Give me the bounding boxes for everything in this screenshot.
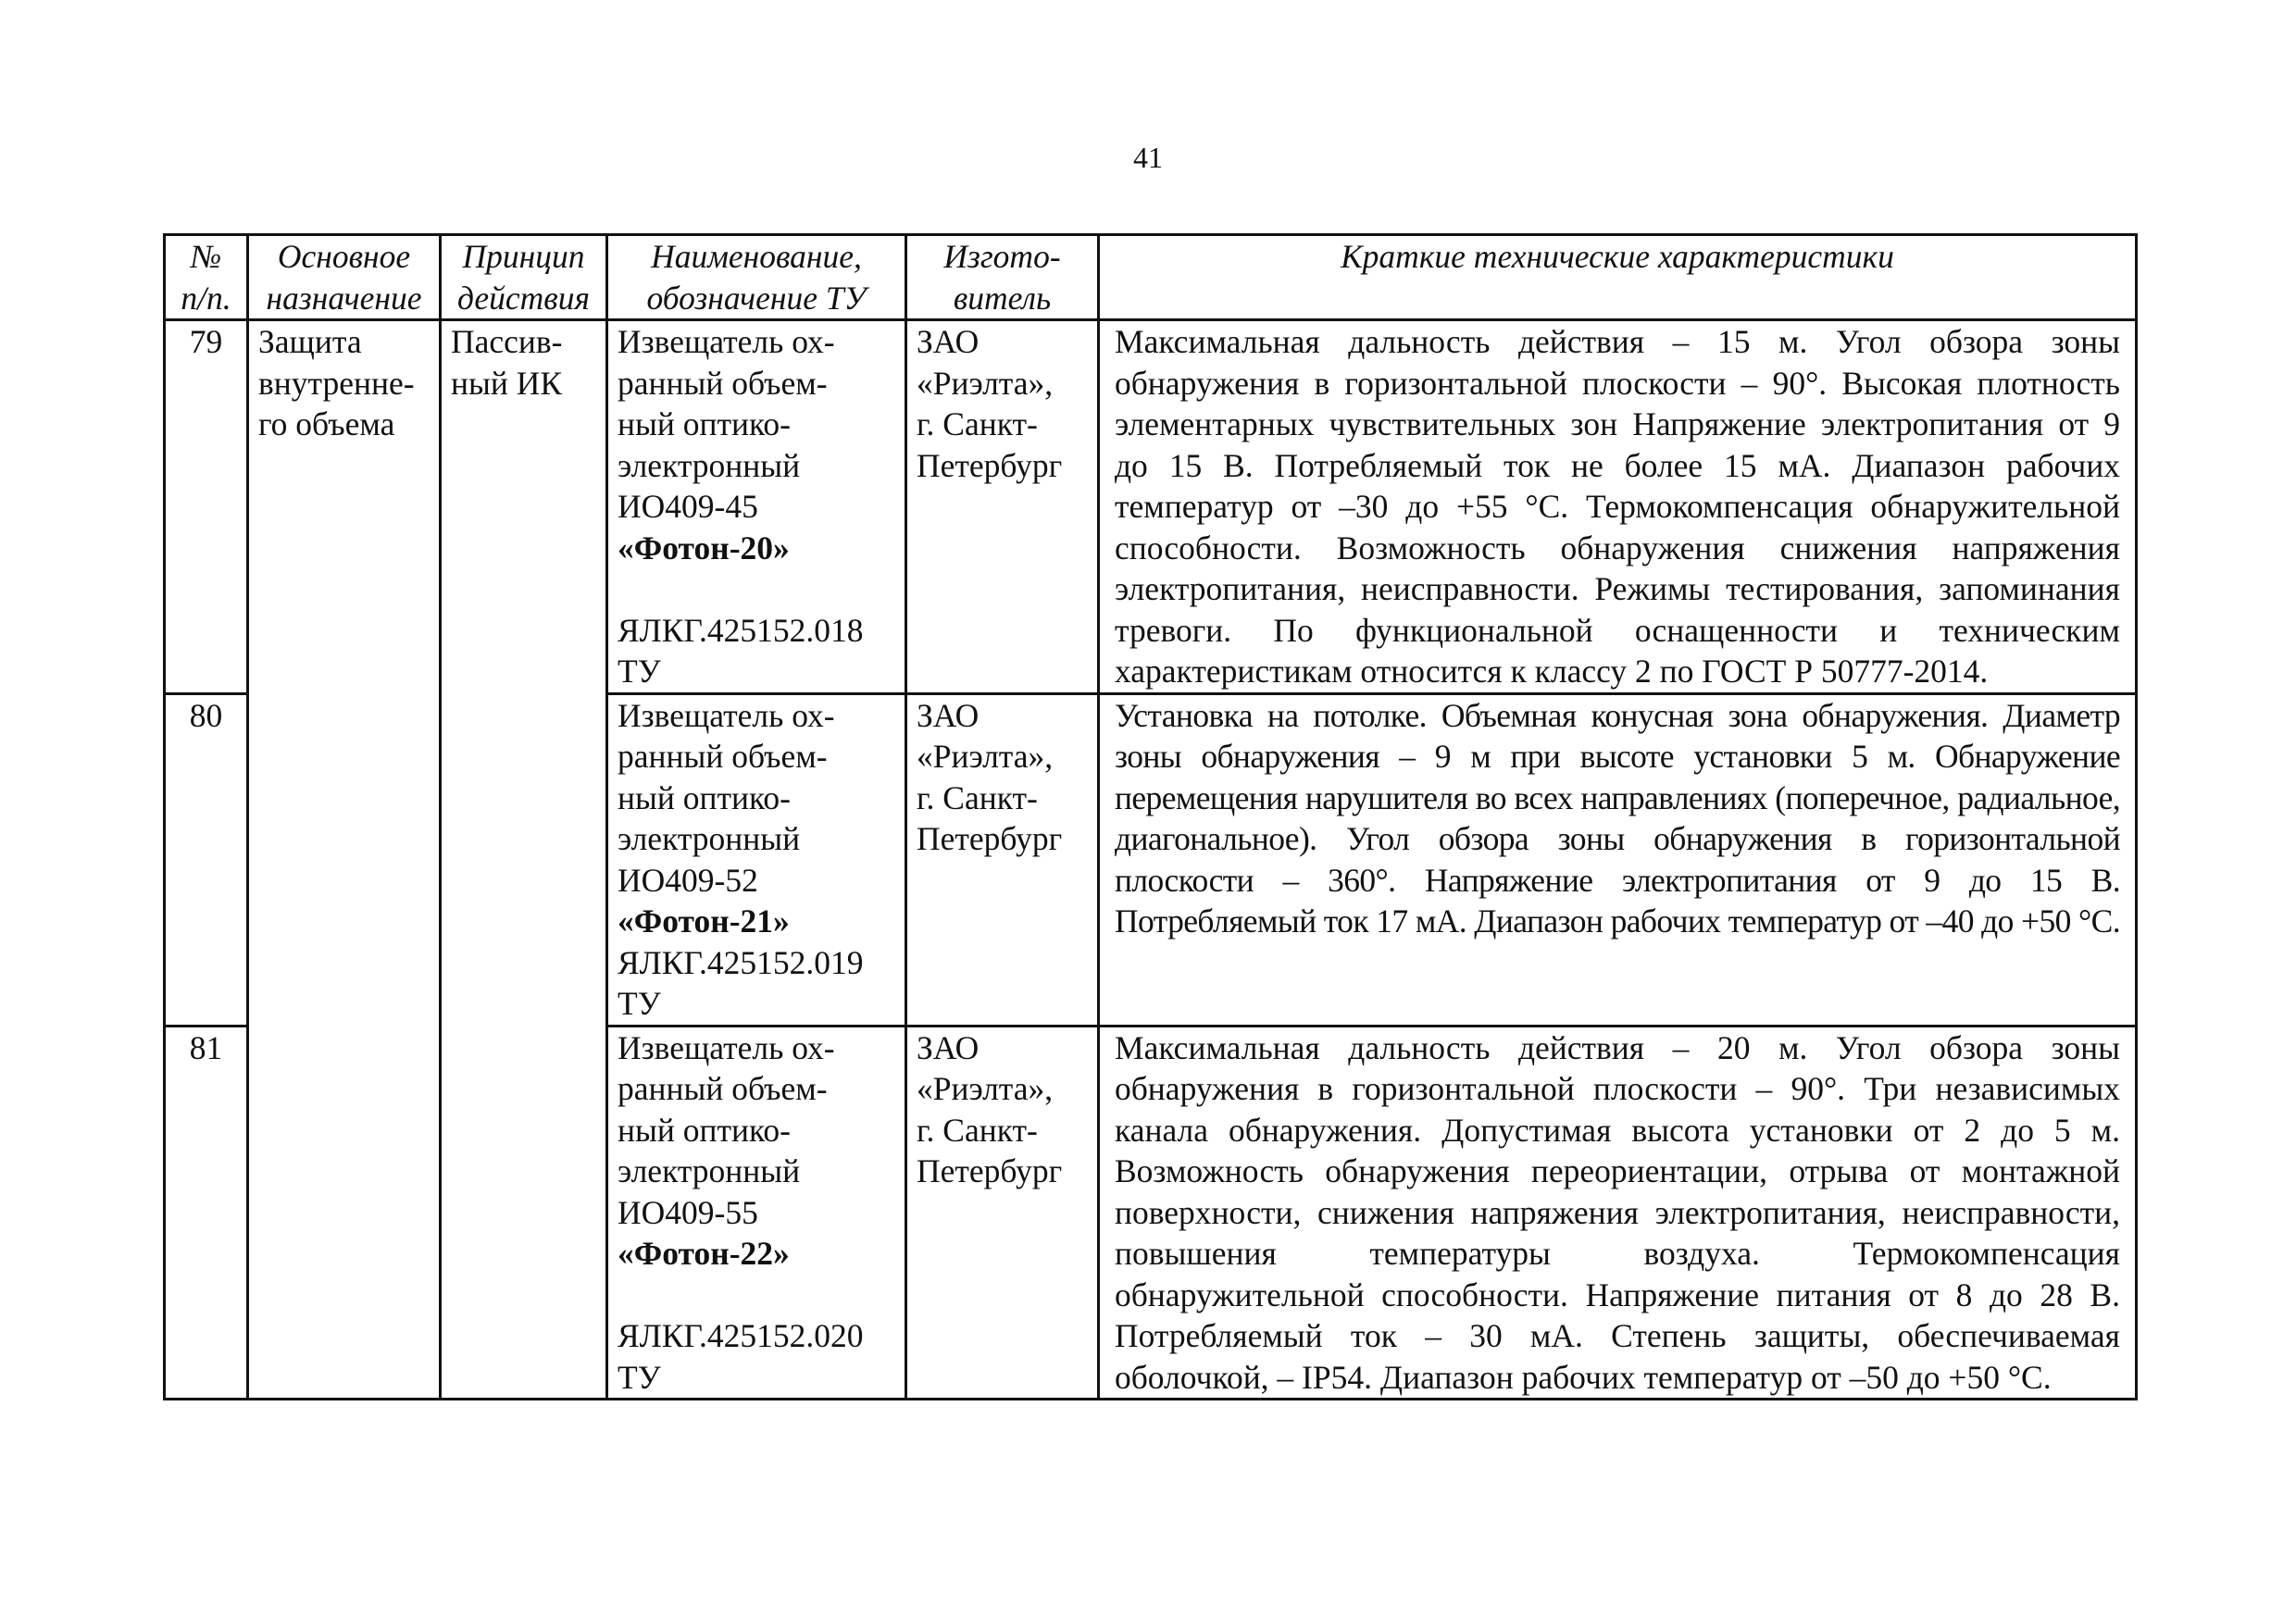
device-code: ЯЛКГ.425152.020 — [618, 1317, 864, 1354]
maker-cell — [906, 320, 1099, 694]
line-spacer — [618, 568, 895, 610]
purpose-line2: внутренне- — [258, 364, 415, 402]
maker-cell — [906, 1026, 1099, 1400]
purpose-cell-continued — [248, 1026, 441, 1400]
header-principle-line1: Принцип — [462, 238, 585, 275]
device-name-line: Извещатель ох- — [618, 1028, 835, 1066]
device-model: «Фотон-20» — [618, 529, 790, 566]
header-name-line1: Наименование, — [651, 238, 862, 275]
device-name-cell — [607, 693, 906, 1026]
header-purpose-line2: назначение — [266, 279, 422, 317]
maker-line: Петербург — [917, 820, 1063, 857]
device-name-line: ранный объем- — [618, 364, 828, 402]
header-row — [165, 235, 2137, 320]
header-name — [607, 235, 906, 320]
principle-cell-continued — [441, 1026, 607, 1400]
maker-line: «Риэлта», — [917, 364, 1054, 402]
maker-line: Петербург — [917, 1152, 1063, 1189]
device-code: ЯЛКГ.425152.019 — [618, 943, 864, 981]
maker-line: ЗАО — [917, 1028, 980, 1066]
device-name-cell — [607, 320, 906, 694]
header-purpose — [248, 235, 441, 320]
header-maker-line2: витель — [953, 279, 1052, 317]
header-specs-label: Краткие технические характеристики — [1341, 238, 1894, 275]
table-row — [165, 693, 2137, 1026]
device-name-cell — [607, 1026, 906, 1400]
header-num-line1: № — [190, 238, 222, 275]
maker-line: г. Санкт- — [917, 778, 1038, 816]
device-name-line: Извещатель ох- — [618, 696, 835, 734]
device-name-line: ИО409-45 — [618, 488, 758, 525]
purpose-line1: Защита — [258, 323, 362, 360]
principle-cell — [441, 320, 607, 694]
table-row — [165, 320, 2137, 694]
line-spacer — [618, 1275, 895, 1316]
row-number: 81 — [165, 1026, 248, 1400]
device-name-line: электронный — [618, 446, 801, 484]
header-principle — [441, 235, 607, 320]
specs-description: Максимальная дальность действия – 20 м. Угол обзора зоны обнаружения в горизонтальной плоскости – 90°. Три независимых канала обнаружения. Допустимая высота установки от 2 до 5 м. Возможность обнаружения переориентации, отрыва от монтажной поверхности, снижения напряжения электропитания, неисправности, повышения температуры воздуха. Термокомпенсация обнаружительной способности. Напряжение питания от 8 до 28 В. Потребляемый ток – 30 мА. Степень защиты, обеспечиваемая оболочкой, – IP54. Диапазон рабочих температур от –50 до +50 °С. — [1099, 1026, 2137, 1400]
device-code-suffix: ТУ — [618, 1358, 661, 1396]
header-maker-line1: Изгото- — [943, 238, 1061, 275]
table-row — [165, 1026, 2137, 1400]
specs-description: Максимальная дальность действия – 15 м. Угол обзора зоны обнаружения в горизонтальной плоскости – 90°. Высокая плотность элементарных чувствительных зон Напряжение электропитания от 9 до 15 В. Потребляемый ток не более 15 мА. Диапазон рабочих температур от –30 до +55 °С. Термокомпенсация обнаружительной способности. Возможность обнаружения снижения напряжения электропитания, неисправности. Режимы тестирования, запоминания тревоги. По функциональной оснащенности и техническим характеристикам относится к классу 2 по ГОСТ Р 50777-2014. — [1099, 320, 2137, 694]
specs-description: Установка на потолке. Объемная конусная зона обнаружения. Диаметр зоны обнаружения – 9 м при высоте установки 5 м. Обнаружение перемещения нарушителя во всех направлениях (поперечное, радиальное, диагональное). Угол обзора зоны обнаружения в горизонтальной плоскости – 360°. Напряжение электропитания от 9 до 15 В. Потребляемый ток 17 мА. Диапазон рабочих температур от –40 до +50 °С. — [1099, 693, 2137, 1026]
device-code: ЯЛКГ.425152.018 — [618, 611, 864, 649]
equipment-table — [163, 233, 2138, 1400]
purpose-cell — [248, 320, 441, 694]
maker-cell — [906, 693, 1099, 1026]
row-number: 79 — [165, 320, 248, 694]
header-specs — [1099, 235, 2137, 320]
maker-line: г. Санкт- — [917, 1111, 1038, 1149]
header-num — [165, 235, 248, 320]
device-code-suffix: ТУ — [618, 985, 661, 1022]
maker-line: ЗАО — [917, 696, 980, 734]
principle-line2: ный ИК — [451, 364, 563, 402]
device-name-line: электронный — [618, 1152, 801, 1189]
maker-line: ЗАО — [917, 323, 980, 360]
device-model: «Фотон-21» — [618, 902, 790, 940]
device-name-line: ранный объем- — [618, 738, 828, 775]
device-code-suffix: ТУ — [618, 653, 661, 690]
header-purpose-line1: Основное — [277, 238, 411, 275]
header-maker — [906, 235, 1099, 320]
device-name-line: ранный объем- — [618, 1070, 828, 1107]
maker-line: Петербург — [917, 446, 1063, 484]
device-name-line: электронный — [618, 820, 801, 857]
page-number: 41 — [1133, 141, 1163, 174]
device-name-line: ный оптико- — [618, 778, 791, 816]
purpose-cell-continued — [248, 693, 441, 1026]
purpose-line3: го объема — [258, 405, 395, 442]
device-model: «Фотон-22» — [618, 1235, 790, 1272]
device-name-line: ный оптико- — [618, 1111, 791, 1149]
maker-line: «Риэлта», — [917, 1070, 1054, 1107]
device-name-line: ный оптико- — [618, 405, 791, 442]
row-number: 80 — [165, 693, 248, 1026]
header-num-line2: п/п. — [181, 279, 231, 317]
header-principle-line2: действия — [457, 279, 590, 317]
maker-line: «Риэлта», — [917, 738, 1054, 775]
device-name-line: ИО409-52 — [618, 861, 758, 899]
device-name-line: Извещатель ох- — [618, 323, 835, 360]
principle-line1: Пассив- — [451, 323, 563, 360]
maker-line: г. Санкт- — [917, 405, 1038, 442]
device-name-line: ИО409-55 — [618, 1193, 758, 1231]
principle-cell-continued — [441, 693, 607, 1026]
header-name-line2: обозначение ТУ — [646, 279, 867, 317]
